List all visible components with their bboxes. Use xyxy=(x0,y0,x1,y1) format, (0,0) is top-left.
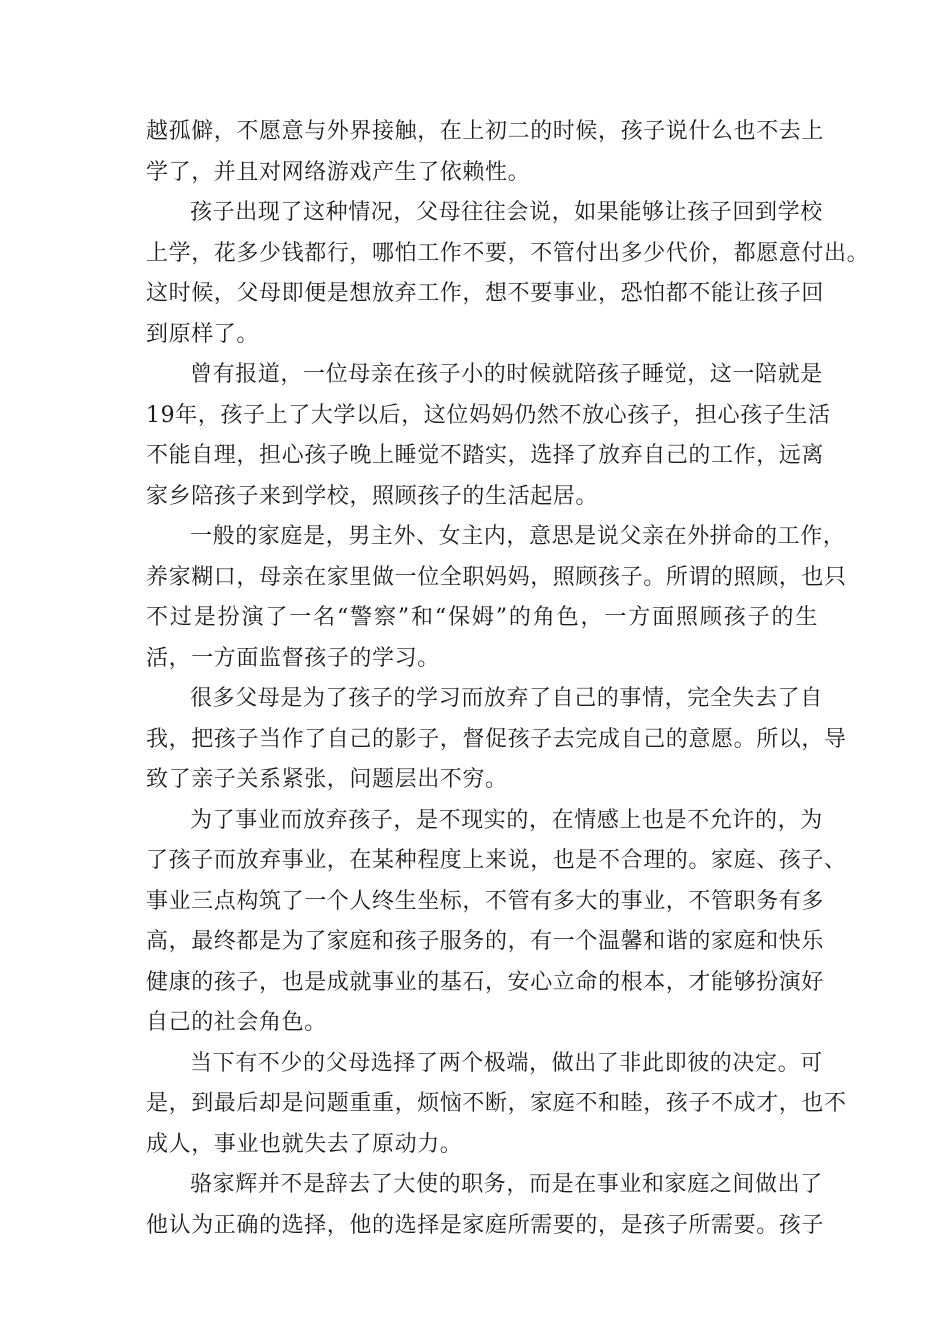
text-line: 19年，孩子上了大学以后，这位妈妈仍然不放心孩子，担心孩子生活 xyxy=(146,402,831,428)
text-line: 是，到最后却是问题重重，烦恼不断，家庭不和睦，孩子不成才，也不 xyxy=(146,1091,847,1116)
text-line: 当下有不少的父母选择了两个极端，做出了非此即彼的决定。可 xyxy=(190,1050,823,1076)
paragraph-4 xyxy=(146,517,847,679)
paragraph-8 xyxy=(146,1165,825,1246)
text-line: 我，把孩子当作了自己的影子，督促孩子去完成自己的意愿。所以，导 xyxy=(146,726,847,752)
text-line: 致了亲子关系紧张，问题层出不穷。 xyxy=(146,767,508,792)
text-line: 上学，花多少钱都行，哪怕工作不要，不管付出多少代价，都愿意付出。 xyxy=(146,240,870,266)
text-line: 事业三点构筑了一个人终生坐标，不管有多大的事业，不管职务有多 xyxy=(146,888,825,914)
text-line: 一般的家庭是，男主外、女主内，意思是说父亲在外拼命的工作， xyxy=(190,524,846,549)
text-line: 健康的孩子，也是成就事业的基石，安心立命的根本，才能够扮演好 xyxy=(146,969,825,995)
paragraph-3 xyxy=(146,355,831,517)
paragraph-2 xyxy=(146,193,870,355)
text-line: 不过是扮演了一名“警察”和“保姆”的角色，一方面照顾孩子的生 xyxy=(146,605,818,630)
text-line: 很多父母是为了孩子的学习而放弃了自己的事情，完全失去了自 xyxy=(190,686,823,711)
text-line: 他认为正确的选择，他的选择是家庭所需要的，是孩子所需要。孩子 xyxy=(146,1212,825,1238)
text-line: 不能自理，担心孩子晚上睡觉不踏实，选择了放弃自己的工作，远离 xyxy=(146,443,825,468)
text-line: 骆家辉并不是辞去了大使的职务，而是在事业和家庭之间做出了 xyxy=(190,1172,823,1197)
text-line: 越孤僻，不愿意与外界接触，在上初二的时候，孩子说什么也不去上 xyxy=(146,119,825,144)
text-line: 自己的社会角色。 xyxy=(146,1010,327,1035)
text-line: 成人，事业也就失去了原动力。 xyxy=(146,1131,463,1157)
paragraph-1 xyxy=(146,112,825,193)
paragraph-6 xyxy=(146,801,847,1044)
body-text xyxy=(146,112,870,1246)
text-line: 活，一方面监督孩子的学习。 xyxy=(146,645,440,671)
text-line: 孩子出现了这种情况，父母往往会说，如果能够让孩子回到学校 xyxy=(190,200,823,225)
text-line: 到原样了。 xyxy=(146,321,260,347)
paragraph-5 xyxy=(146,679,847,801)
text-line: 为了事业而放弃孩子，是不现实的，在情感上也是不允许的，为 xyxy=(190,807,823,833)
text-line: 家乡陪孩子来到学校，照顾孩子的生活起居。 xyxy=(146,483,599,509)
paragraph-7 xyxy=(146,1044,847,1166)
text-line: 曾有报道，一位母亲在孩子小的时候就陪孩子睡觉，这一陪就是 xyxy=(190,362,823,387)
text-line: 学了，并且对网络游戏产生了依赖性。 xyxy=(146,159,531,185)
text-line: 高，最终都是为了家庭和孩子服务的，有一个温馨和谐的家庭和快乐 xyxy=(146,929,825,954)
text-line: 养家糊口，母亲在家里做一位全职妈妈，照顾孩子。所谓的照顾，也只 xyxy=(146,564,847,590)
text-line: 这时候，父母即便是想放弃工作，想不要事业，恐怕都不能让孩子回 xyxy=(146,281,825,306)
text-line: 了孩子而放弃事业，在某种程度上来说，也是不合理的。家庭、孩子、 xyxy=(146,848,847,873)
